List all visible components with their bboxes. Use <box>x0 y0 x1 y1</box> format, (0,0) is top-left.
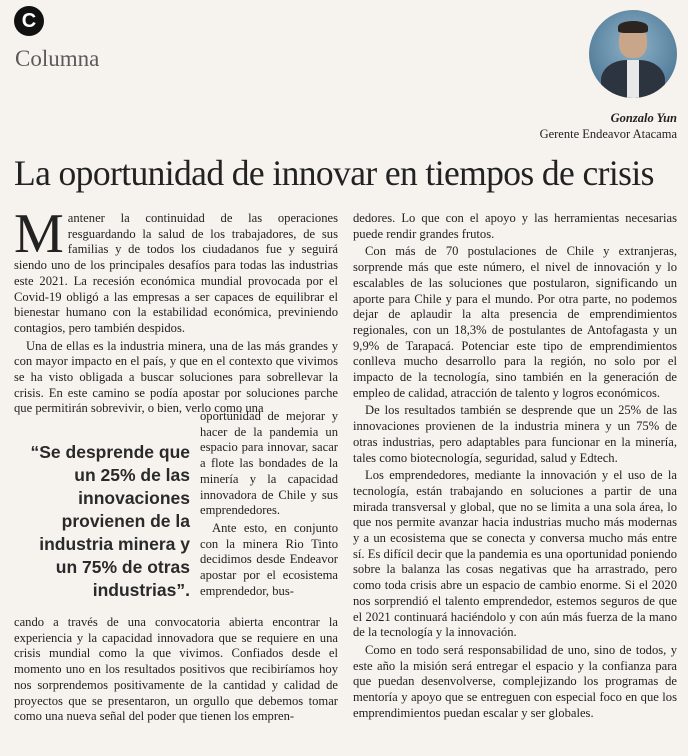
paragraph: De los resultados también se desprende que un 25% de las innovaciones provienen de la industria minera y un 75% de otras industrias, pero adaptables para funcionar en la minería, tales como biotecnología, seguridad, salud y Edtech. <box>353 403 677 465</box>
author-photo <box>589 10 677 98</box>
article-column-2 <box>353 211 677 724</box>
paragraph: Con más de 70 postulaciones de Chile y extranjeras, sorprende más que este número, el nivel de innovación y lo escalables de las soluciones que postularon, significando un aporte para Chile y para el mundo. Por otra parte, no podemos dejar de aplaudir la alta presencia de emprendimientos regionales, con un 18,3% de postulantes de Antofagasta y un 9,9% de Tarapacá. Potenciar este tipo de emprendimientos conlleva mucho desarrollo para la región, no solo por el impacto de la tecnología, sino también en la generación de empleo de calidad, atracción de talento y logros económicos. <box>353 244 677 400</box>
pull-quote: “Se desprende que un 25% de las innovaciones provienen de la industria minera y un 75% de otras industrias”. <box>30 442 190 600</box>
drop-cap: M <box>14 203 64 265</box>
paragraph: Mantener la continuidad de las operaciones resguardando la salud de los trabajadores, de sus familias y de todos los ciudadanos fue y seguirá siendo uno de los principales desafíos para todas las industrias este 2021. La recesión económica mundial provocada por el Covid-19 obligó a las empresas a ser capaces de equilibrar el bienestar humano con la estabilidad económica, previniendo contagios, pero también despidos. <box>14 203 338 335</box>
paragraph: dedores. Lo que con el apoyo y las herramientas necesarias puede rendir grandes frutos. <box>353 211 677 241</box>
paragraph: Como en todo será responsabilidad de uno, sino de todos, y este año la misión será entregar el espacio y la confianza para que puedan desenvolverse, complejizando los programas de mentoría y apoyo que se entreguen con especial foco en que los emprendimientos puedan escalar y ser globales. <box>353 642 677 720</box>
article-column-1 <box>14 203 338 419</box>
article-column-1-bottom <box>14 615 338 727</box>
column-logo-icon: C <box>14 6 44 36</box>
paragraph: Ante esto, en conjunto con la minera Rio Tinto decidimos desde Endeavor apostar por el ecosistema emprendedor, bus- <box>200 520 338 598</box>
paragraph: Los emprendedores, mediante la innovación y el uso de la tecnología, están trabajando en soluciones a partir de una mirada transversal y global, que no se limita a una sola área, lo que nos permite avanzar hacia industrias mucho más modernas y a un ecosistema que se conecta y conversa mucho más entre sí. Es difícil decir que la pandemia es una oportunidad poniendo sobre la balanza las cosas negativas que ha arrastrado, pero como toda crisis abre un espacio de cambio enorme. Si el 2020 nos sorprendió el talento emprendedor, estemos seguros de que el 2021 continuará haciéndolo y con aún más fuerza de la mano de la tecnología y la innovación. <box>353 468 677 640</box>
headline: La oportunidad de innovar en tiempos de crisis <box>14 153 654 193</box>
author-name: Gonzalo Yun <box>610 111 677 125</box>
section-label: Columna <box>15 46 100 71</box>
paragraph: oportunidad de mejorar y hacer de la pandemia un espacio para innovar, sacar a flote las bondades de la minería y la capacidad innovadora de Chile y sus emprendedores. <box>200 409 338 518</box>
author-role: Gerente Endeavor Atacama <box>539 127 677 141</box>
paragraph: cando a través de una convocatoria abierta encontrar la experiencia y la capacidad innovadora que se requiere en una crisis mundial como la que vivimos. Confiados desde el momento uno en los resultados positivos que recibiríamos hoy nos sorprendemos positivamente de la cantidad y calidad de proyectos que se presentaron, un orgullo que debemos tomar como una nueva señal del poder que tienen los empren- <box>14 615 338 724</box>
paragraph: Una de ellas es la industria minera, una de las más grandes y con mayor impacto en el país, y que en el contexto que vivimos se ha visto obligada a buscar soluciones para sobrellevar la crisis. En este camino se podía apostar por soluciones parche que permitirán sobrevivir, o bien, verlo como una <box>14 338 338 416</box>
article-column-1-inset <box>200 409 338 601</box>
